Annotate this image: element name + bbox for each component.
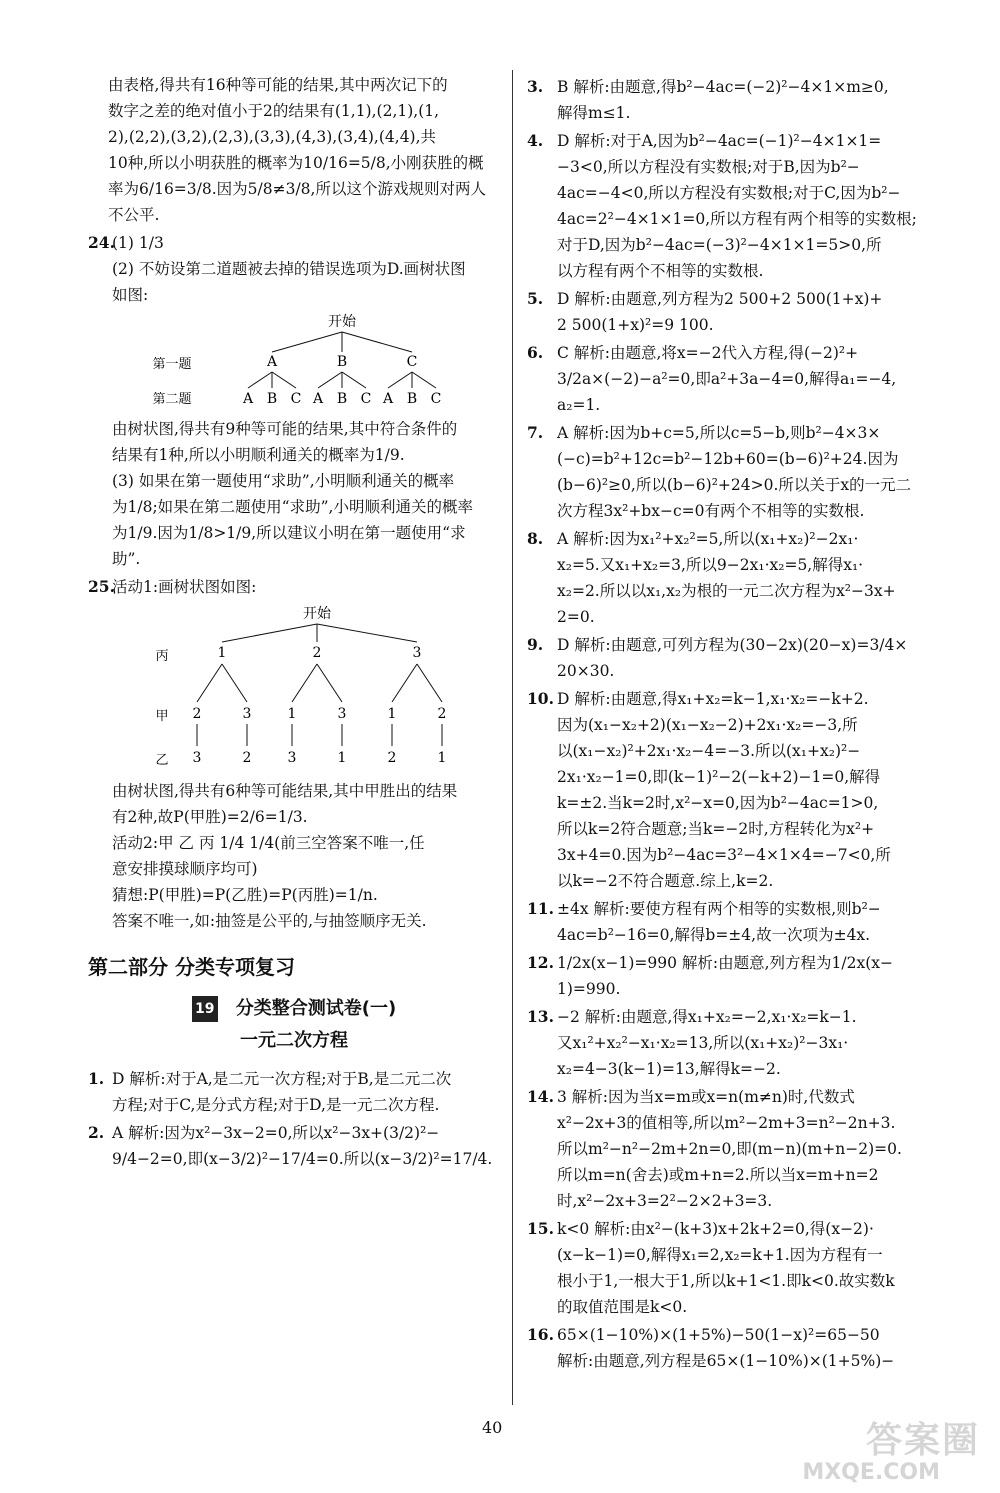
text-line: 率为6/16=3/8.因为5/8≠3/8,所以这个游戏规则对两人 (108, 180, 486, 198)
text-line: A 解析:因为x²−3x−2=0,所以x²−3x+(3/2)²− (112, 1124, 440, 1142)
text-line: 3x+4=0.因为b²−4ac=3²−4×1×4=−7<0,所 (557, 846, 891, 864)
text-line: ±4x 解析:要使方程有两个相等的实数根,则b²− (557, 900, 881, 918)
question-number: 13. (527, 1007, 554, 1026)
text-line: 由表格,得共有16种等可能的结果,其中两次记下的 (108, 76, 448, 94)
tree-node: 1 (387, 706, 397, 722)
answer-item (88, 1066, 500, 1118)
tree-node: 1 (287, 706, 297, 722)
text-line: D 解析:对于A,因为b²−4ac=(−1)²−4×1×1= (557, 132, 882, 150)
watermark-url: MXQE.COM (802, 1460, 940, 1485)
text-line: 由树状图,得共有9种等可能的结果,其中符合条件的 (112, 420, 458, 438)
tree-node: A (382, 391, 394, 407)
question-24 (88, 230, 500, 572)
watermark-logo: 答案圈 (865, 1420, 980, 1461)
text-line: 意安排摸球顺序均可) (112, 860, 258, 878)
tree-node: 2 (312, 645, 322, 661)
text-line: (−c)=b²+12c=b²−12b+60=(b−6)²+24.因为 (557, 450, 899, 468)
answer-item (527, 74, 957, 126)
text-line: 又x₁²+x₂²−x₁·x₂=13,所以(x₁+x₂)²−3x₁· (557, 1034, 849, 1052)
answer-item (527, 420, 957, 524)
text-line: 2),(2,2),(3,2),(2,3),(3,3),(4,3),(3,4),(4,4),共 (108, 128, 437, 146)
tree-node: B (406, 391, 418, 407)
tree-node: 2 (387, 750, 397, 766)
tree-diagram-25 (112, 602, 502, 772)
text-line: 1)=990. (557, 980, 621, 998)
text-line: k=±2.当k=2时,x²−x=0,因为b²−4ac=1>0, (557, 794, 879, 812)
text-line: k<0 解析:由x²−(k+3)x+2k+2=0,得(x−2)· (557, 1220, 874, 1238)
question-number: 15. (527, 1219, 554, 1238)
left-column (88, 72, 500, 1174)
tree-node: 3 (287, 750, 297, 766)
text-line: x₂=5.又x₁+x₂=3,所以9−2x₁·x₂=5,解得x₁· (557, 556, 864, 574)
text-line: 答案不唯一,如:抽签是公平的,与抽签顺序无关. (112, 912, 427, 930)
tree-node: B (336, 391, 348, 407)
text-line: 的取值范围是k<0. (557, 1298, 688, 1316)
row-label: 丙 (155, 649, 169, 664)
tree-node: 2 (192, 706, 202, 722)
text-line: D 解析:由题意,列方程为2 500+2 500(1+x)+ (557, 290, 883, 308)
tree-node: C (360, 391, 372, 407)
text-line: C 解析:由题意,将x=−2代入方程,得(−2)²+ (557, 344, 859, 362)
question-number: 1. (88, 1069, 105, 1088)
question-number: 4. (527, 131, 544, 150)
test-title (88, 996, 500, 1022)
question-number: 7. (527, 423, 544, 442)
answer-item (527, 686, 957, 894)
text-line: 不公平. (108, 206, 160, 224)
text-line: 65×(1−10%)×(1+5%)−50(1−x)²=65−50 (557, 1326, 880, 1344)
text-line: 解得m≤1. (557, 104, 631, 122)
text-line: 根小于1,一根大于1,所以k+1<1.即k<0.故实数k (557, 1272, 895, 1290)
answer-item (527, 128, 957, 284)
question-number: 5. (527, 289, 544, 308)
answer-item (527, 896, 957, 948)
text-line: 以方程有两个不相等的实数根. (557, 262, 764, 280)
text-line: A 解析:因为x₁²+x₂²=5,所以(x₁+x₂)²−2x₁· (557, 530, 859, 548)
text-line: 如图: (112, 286, 149, 304)
text-line: 4ac=2²−4×1×1=0,所以方程有两个相等的实数根; (557, 210, 917, 228)
text-line: 时,x²−2x+3=2²−2×2+3=3. (557, 1192, 773, 1210)
text-line: 4ac=b²−16=0,解得b=±4,故一次项为±4x. (557, 926, 871, 944)
test-subtitle: 一元二次方程 (240, 1030, 348, 1051)
text-line: 解析:由题意,列方程是65×(1−10%)×(1+5%)− (557, 1352, 895, 1370)
section-heading: 第二部分 分类专项复习 (88, 955, 295, 979)
answer-item (527, 950, 957, 1002)
tree-node: 1 (337, 750, 347, 766)
text-line: 3 解析:因为当x=m或x=n(m≠n)时,代数式 (557, 1088, 855, 1106)
text-line: 对于D,因为b²−4ac=(−3)²−4×1×1=5>0,所 (557, 236, 882, 254)
question-number: 6. (527, 343, 544, 362)
text-line: 为1/9.因为1/8>1/9,所以建议小明在第一题使用“求 (112, 524, 466, 542)
text-line: 以k=−2不符合题意.综上,k=2. (557, 872, 774, 890)
text-line: 4ac=−4<0,所以方程没有实数根;对于C,因为b²− (557, 184, 901, 202)
question-number: 14. (527, 1087, 554, 1106)
answer-item (527, 632, 957, 684)
question-number: 9. (527, 635, 544, 654)
answer-item (88, 1120, 500, 1172)
question-25 (88, 574, 500, 934)
answer-item (527, 1004, 957, 1082)
answer-item (527, 340, 957, 418)
tree-root: 开始 (303, 606, 331, 622)
question-number: 10. (527, 689, 554, 708)
text-line: 次方程3x²+bx−c=0有两个不相等的实数根. (557, 502, 865, 520)
text-line: 方程;对于C,是分式方程;对于D,是一元二次方程. (112, 1096, 440, 1114)
test-number-badge: 19 (192, 996, 218, 1022)
text-line: 10种,所以小明获胜的概率为10/16=5/8,小刚获胜的概 (108, 154, 484, 172)
tree-node: C (290, 391, 302, 407)
text-line: 9/4−2=0,即(x−3/2)²−17/4=0.所以(x−3/2)²=17/4. (112, 1150, 493, 1168)
text-line: 1/2x(x−1)=990 解析:由题意,列方程为1/2x(x− (557, 954, 893, 972)
text-line: B 解析:由题意,得b²−4ac=(−2)²−4×1×m≥0, (557, 78, 889, 96)
text-line: 助”. (112, 550, 141, 568)
text-line: x₂=2.所以以x₁,x₂为根的一元二次方程为x²−3x+ (557, 582, 896, 600)
tree-node: C (406, 354, 418, 370)
tree-node: 3 (242, 706, 252, 722)
text-line: D 解析:对于A,是二元一次方程;对于B,是二元二次 (112, 1070, 452, 1088)
question-number: 16. (527, 1325, 554, 1344)
text-line: 所以m²−n²−2m+2n=0,即(m−n)(m+n−2)=0. (557, 1140, 902, 1158)
text-line: 有2种,故P(甲胜)=2/6=1/3. (112, 808, 308, 826)
answer-item (527, 1084, 957, 1214)
tree-node: 3 (337, 706, 347, 722)
text-line: 所以k=2符合题意;当k=−2时,方程转化为x²+ (557, 820, 875, 838)
text-line: 结果有1种,所以小明顺利通关的概率为1/9. (112, 446, 405, 464)
tree-node: B (336, 354, 348, 370)
answer-item (527, 286, 957, 338)
answer-item (527, 526, 957, 630)
tree-node: 3 (412, 645, 422, 661)
text-line: 活动1:画树状图如图: (112, 578, 257, 596)
text-line: D 解析:由题意,可列方程为(30−2x)(20−x)=3/4× (557, 636, 908, 654)
tree-node: B (266, 391, 278, 407)
tree-node: 1 (437, 750, 447, 766)
question-number: 25. (88, 577, 115, 596)
text-line: −3<0,所以方程没有实数根;对于B,因为b²− (557, 158, 860, 176)
question-number: 3. (527, 77, 544, 96)
tree-node: 1 (217, 645, 227, 661)
text-line: 为1/8;如果在第二题使用“求助”,小明顺利通关的概率 (112, 498, 473, 516)
text-line: 以(x₁−x₂)²+2x₁·x₂−4=−3.所以(x₁+x₂)²− (557, 742, 861, 760)
text-line: 20×30. (557, 662, 615, 680)
text-line: 3/2a×(−2)−a²=0,即a²+3a−4=0,解得a₁=−4, (557, 370, 897, 388)
question-number: 12. (527, 953, 554, 972)
tree-node: 3 (192, 750, 202, 766)
column-divider (512, 70, 513, 1405)
question-number: 8. (527, 529, 544, 548)
tree-node: 2 (437, 706, 447, 722)
text-line: 2x₁·x₂−1=0,即(k−1)²−2(−k+2)−1=0,解得 (557, 768, 881, 786)
text-line: (b−6)²≥0,所以(b−6)²+24>0.所以关于x的一元二 (557, 476, 912, 494)
answer-item (527, 1322, 957, 1374)
text-line: 所以m=n(舍去)或m+n=2.所以当x=m+n=2 (557, 1166, 879, 1184)
tree-node: A (312, 391, 324, 407)
page-number: 40 (482, 1418, 503, 1437)
text-line: (x−k−1)=0,解得x₁=2,x₂=k+1.因为方程有一 (557, 1246, 883, 1264)
q23-continuation (88, 72, 500, 228)
row-label: 第一题 (152, 357, 192, 372)
row-label: 乙 (155, 753, 169, 768)
text-line: 因为(x₁−x₂+2)(x₁−x₂−2)+2x₁·x₂=−3,所 (557, 716, 858, 734)
text-line: A 解析:因为b+c=5,所以c=5−b,则b²−4×3× (557, 424, 881, 442)
tree-node: A (242, 391, 254, 407)
tree-diagram-24 (112, 310, 502, 410)
text-line: (2) 不妨设第二道题被去掉的错误选项为D.画树状图 (112, 260, 466, 278)
tree-root: 开始 (328, 314, 356, 330)
answer-item (527, 1216, 957, 1320)
text-line: 由树状图,得共有6种等可能结果,其中甲胜出的结果 (112, 782, 458, 800)
text-line: 数字之差的绝对值小于2的结果有(1,1),(2,1),(1, (108, 102, 440, 120)
row-label: 第二题 (152, 392, 192, 407)
text-line: a₂=1. (557, 396, 601, 414)
right-column (527, 72, 957, 1376)
question-number: 11. (527, 899, 554, 918)
test-title-text: 分类整合测试卷(一) (235, 998, 397, 1019)
text-line: (3) 如果在第一题使用“求助”,小明顺利通关的概率 (112, 472, 455, 490)
text-line: x₂=4−3(k−1)=13,解得k=−2. (557, 1060, 781, 1078)
text-line: x²−2x+3的值相等,所以m²−2m+3=n²−2n+3. (557, 1114, 896, 1132)
text-line: 2=0. (557, 608, 595, 626)
text-line: 活动2:甲 乙 丙 1/4 1/4(前三空答案不唯一,任 (112, 834, 425, 852)
text-line: −2 解析:由题意,得x₁+x₂=−2,x₁·x₂=k−1. (557, 1008, 857, 1026)
tree-node: 2 (242, 750, 252, 766)
question-number: 24. (88, 233, 115, 252)
row-label: 甲 (155, 709, 169, 724)
text-line: D 解析:由题意,得x₁+x₂=k−1,x₁·x₂=−k+2. (557, 690, 869, 708)
answer-1: (1) 1/3 (112, 234, 164, 252)
tree-node: C (430, 391, 442, 407)
tree-node: A (266, 354, 278, 370)
text-line: 猜想:P(甲胜)=P(乙胜)=P(丙胜)=1/n. (112, 886, 378, 904)
text-line: 2 500(1+x)²=9 100. (557, 316, 714, 334)
question-number: 2. (88, 1123, 105, 1142)
